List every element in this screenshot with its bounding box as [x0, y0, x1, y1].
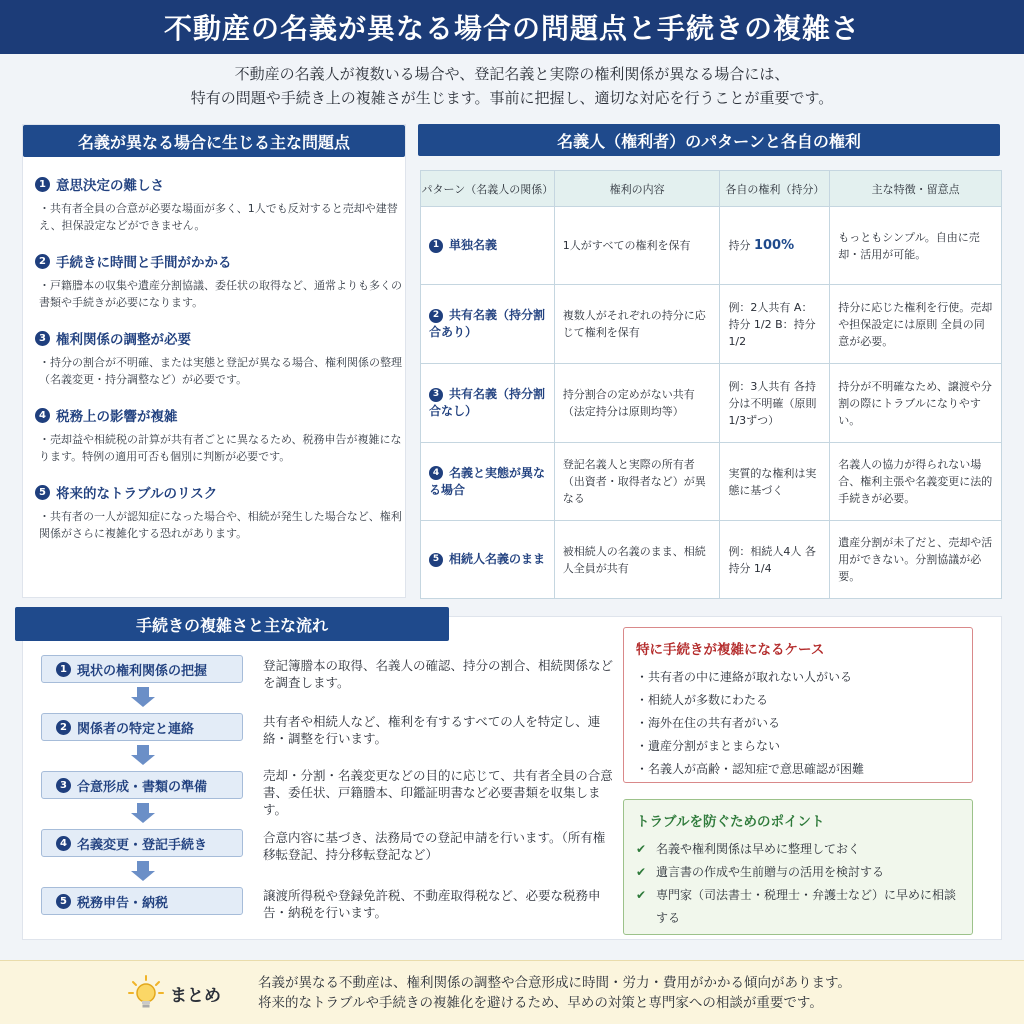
pattern-name: 名義と実態が異なる場合 — [429, 465, 546, 497]
pattern-content: 1人がすべての権利を保有 — [554, 207, 720, 285]
step-label-1: 現状の権利関係の把握 — [77, 663, 208, 679]
patterns-heading: 名義人（権利者）のパターンと各自の権利 — [418, 124, 1000, 156]
tip-text: 遺言書の作成や生前贈与の活用を検討する — [656, 865, 885, 879]
col-header-note: 主な特徴・留意点 — [830, 171, 1002, 207]
pattern-name: 共有名義（持分割合なし） — [429, 387, 546, 418]
pattern-note: 持分が不明確なため、譲渡や分割の際にトラブルになりやすい。 — [830, 364, 1002, 443]
problem-num-3: 3 — [35, 331, 50, 346]
list-item: ・遺産分割がまとまらない — [636, 739, 781, 753]
share-value: 100% — [753, 238, 795, 253]
list-item — [636, 861, 960, 884]
pattern-name: 単独名義 — [449, 238, 498, 252]
list-item: ・海外在住の共有者がいる — [636, 716, 781, 730]
step-label-3: 合意形成・書類の準備 — [77, 779, 208, 795]
pattern-share: 例：3人共有 各持分は不明確（原則 1/3ずつ） — [720, 364, 830, 443]
problem-body-4: ・売却益や相続税の計算が共有者ごとに異なるため、税務申告が複雑になります。特例の適用可否も個別に判断が必要です。 — [39, 433, 402, 463]
complex-cases-heading: 特に手続きが複雑になるケース — [636, 642, 825, 658]
table-row — [421, 285, 1002, 364]
pattern-content: 被相続人の名義のまま、相続人全員が共有 — [554, 521, 720, 599]
pattern-num: 1 — [429, 239, 443, 253]
list-item: ・相続人が多数にわたる — [636, 693, 769, 707]
arrow-down-icon — [131, 745, 155, 767]
problem-item-2 — [35, 251, 405, 311]
procedure-heading: 手続きの複雑さと主な流れ — [15, 607, 449, 641]
table-row — [421, 443, 1002, 521]
step-label-4: 名義変更・登記手続き — [77, 837, 208, 853]
patterns-panel — [418, 124, 1002, 600]
procedure-step-2 — [41, 713, 243, 741]
pattern-share: 例：2人共有 A：持分 1/2 B：持分 1/2 — [720, 285, 830, 364]
step-label-2: 関係者の特定と連絡 — [77, 721, 195, 737]
problem-num-2: 2 — [35, 254, 50, 269]
arrow-down-icon — [131, 687, 155, 709]
step-num-2: 2 — [56, 720, 71, 735]
table-row — [421, 207, 1002, 285]
summary-line-2: 将来的なトラブルや手続きの複雑化を避けるため、早めの対策と専門家への相談が重要です。 — [258, 995, 823, 1011]
problem-title-1: 意思決定の難しさ — [56, 178, 164, 194]
problem-item-5 — [35, 482, 405, 542]
step-desc-2: 共有者や相続人など、権利を有するすべての人を特定し、連絡・調整を行います。 — [263, 714, 601, 746]
summary-label: まとめ — [170, 986, 221, 1006]
problem-title-2: 手続きに時間と手間がかかる — [56, 255, 232, 271]
tips-box — [623, 799, 973, 935]
step-num-5: 5 — [56, 894, 71, 909]
table-header-row — [421, 171, 1002, 207]
table-row — [421, 364, 1002, 443]
problem-num-4: 4 — [35, 408, 50, 423]
problem-body-1: ・共有者全員の合意が必要な場面が多く、1人でも反対すると売却や建替え、担保設定などができません。 — [39, 202, 398, 232]
list-item — [636, 884, 960, 930]
procedure-step-4 — [41, 829, 243, 857]
pattern-name-cell — [421, 285, 555, 364]
share-prefix: 持分 — [728, 239, 754, 252]
problem-body-5: ・共有者の一人が認知症になった場合や、相続が発生した場合など、権利関係がさらに複雑化する恐れがあります。 — [39, 510, 402, 540]
summary-line-1: 名義が異なる不動産は、権利関係の調整や合意形成に時間・労力・費用がかかる傾向があります。 — [258, 975, 851, 991]
pattern-name-cell — [421, 443, 555, 521]
step-desc-3: 売却・分割・名義変更などの目的に応じて、共有者全員の合意書、委任状、戸籍謄本、印鑑証明書など必要書類を収集します。 — [263, 768, 613, 817]
check-icon: ✔ — [636, 865, 647, 879]
pattern-share — [720, 207, 830, 285]
problem-num-5: 5 — [35, 485, 50, 500]
step-num-4: 4 — [56, 836, 71, 851]
col-header-content: 権利の内容 — [554, 171, 720, 207]
problem-num-1: 1 — [35, 177, 50, 192]
check-icon: ✔ — [636, 842, 647, 856]
pattern-share: 例：相続人4人 各持分 1/4 — [720, 521, 830, 599]
pattern-name-cell — [421, 364, 555, 443]
lightbulb-icon — [128, 975, 164, 1011]
intro-line-2: 特有の問題や手続き上の複雑さが生じます。事前に把握し、適切な対応を行うことが重要です。 — [190, 89, 834, 107]
pattern-num: 3 — [429, 388, 443, 402]
list-item — [636, 838, 960, 861]
procedure-step-1 — [41, 655, 243, 683]
col-header-pattern: パターン（名義人の関係） — [421, 171, 555, 207]
problem-body-3: ・持分の割合が不明確、または実態と登記が異なる場合、権利関係の整理（名義変更・持分調整など）が必要です。 — [39, 356, 402, 386]
procedure-step-5 — [41, 887, 243, 915]
problem-item-1 — [35, 174, 405, 234]
pattern-note: 名義人の協力が得られない場合、権利主張や名義変更に法的手続きが必要。 — [830, 443, 1002, 521]
check-icon: ✔ — [636, 888, 647, 902]
list-item: ・名義人が高齢・認知症で意思確認が困難 — [636, 762, 865, 776]
pattern-num: 4 — [429, 466, 443, 480]
step-num-1: 1 — [56, 662, 71, 677]
summary-text — [258, 973, 851, 1013]
intro-line-1: 不動産の名義人が複数いる場合や、登記名義と実際の権利関係が異なる場合には、 — [234, 65, 790, 83]
step-desc-1: 登記簿謄本の取得、名義人の確認、持分の割合、相続関係などを調査します。 — [263, 658, 614, 690]
arrow-down-icon — [131, 803, 155, 825]
arrow-down-icon — [131, 861, 155, 883]
pattern-content: 登記名義人と実際の所有者（出資者・取得者など）が異なる — [554, 443, 720, 521]
pattern-name-cell — [421, 521, 555, 599]
procedure-step-3 — [41, 771, 243, 799]
list-item: ・共有者の中に連絡が取れない人がいる — [636, 670, 853, 684]
step-label-5: 税務申告・納税 — [77, 895, 169, 911]
pattern-note: 遺産分割が未了だと、売却や活用ができない。分割協議が必要。 — [830, 521, 1002, 599]
pattern-name: 相続人名義のまま — [449, 552, 546, 566]
pattern-name: 共有名義（持分割合あり） — [429, 308, 546, 339]
col-header-share: 各自の権利（持分） — [720, 171, 830, 207]
problem-item-4 — [35, 405, 405, 465]
title-bar — [0, 0, 1024, 54]
problem-title-5: 将来的なトラブルのリスク — [56, 486, 218, 502]
problems-heading: 名義が異なる場合に生じる主な問題点 — [23, 125, 405, 157]
intro — [60, 62, 964, 110]
tips-heading: トラブルを防ぐためのポイント — [636, 814, 825, 830]
problem-title-3: 権利関係の調整が必要 — [56, 332, 191, 348]
pattern-note: もっともシンプル。自由に売却・活用が可能。 — [830, 207, 1002, 285]
procedure-panel — [22, 616, 1002, 940]
pattern-content: 持分割合の定めがない共有（法定持分は原則均等） — [554, 364, 720, 443]
tip-text: 名義や権利関係は早めに整理しておく — [656, 842, 861, 856]
pattern-name-cell — [421, 207, 555, 285]
pattern-note: 持分に応じた権利を行使。売却や担保設定には原則 全員の同意が必要。 — [830, 285, 1002, 364]
step-desc-5: 譲渡所得税や登録免許税、不動産取得税など、必要な税務申告・納税を行います。 — [263, 888, 601, 920]
problems-panel — [22, 124, 406, 598]
step-num-3: 3 — [56, 778, 71, 793]
summary-bar — [0, 960, 1024, 1024]
table-row — [421, 521, 1002, 599]
page-title: 不動産の名義が異なる場合の問題点と手続きの複雑さ — [163, 12, 860, 45]
problem-body-2: ・戸籍謄本の収集や遺産分割協議、委任状の取得など、通常よりも多くの書類や手続きが必要になります。 — [39, 279, 402, 309]
pattern-content: 複数人がそれぞれの持分に応じて権利を保有 — [554, 285, 720, 364]
patterns-table — [420, 170, 1002, 599]
problem-title-4: 税務上の影響が複雑 — [56, 409, 178, 425]
problem-item-3 — [35, 328, 405, 388]
complex-cases-box — [623, 627, 973, 783]
pattern-num: 2 — [429, 309, 443, 323]
tip-text: 専門家（司法書士・税理士・弁護士など）に早めに相談する — [656, 888, 957, 925]
pattern-share: 実質的な権利は実態に基づく — [720, 443, 830, 521]
pattern-num: 5 — [429, 553, 443, 567]
step-desc-4: 合意内容に基づき、法務局での登記申請を行います。（所有権移転登記、持分移転登記など） — [263, 830, 606, 862]
